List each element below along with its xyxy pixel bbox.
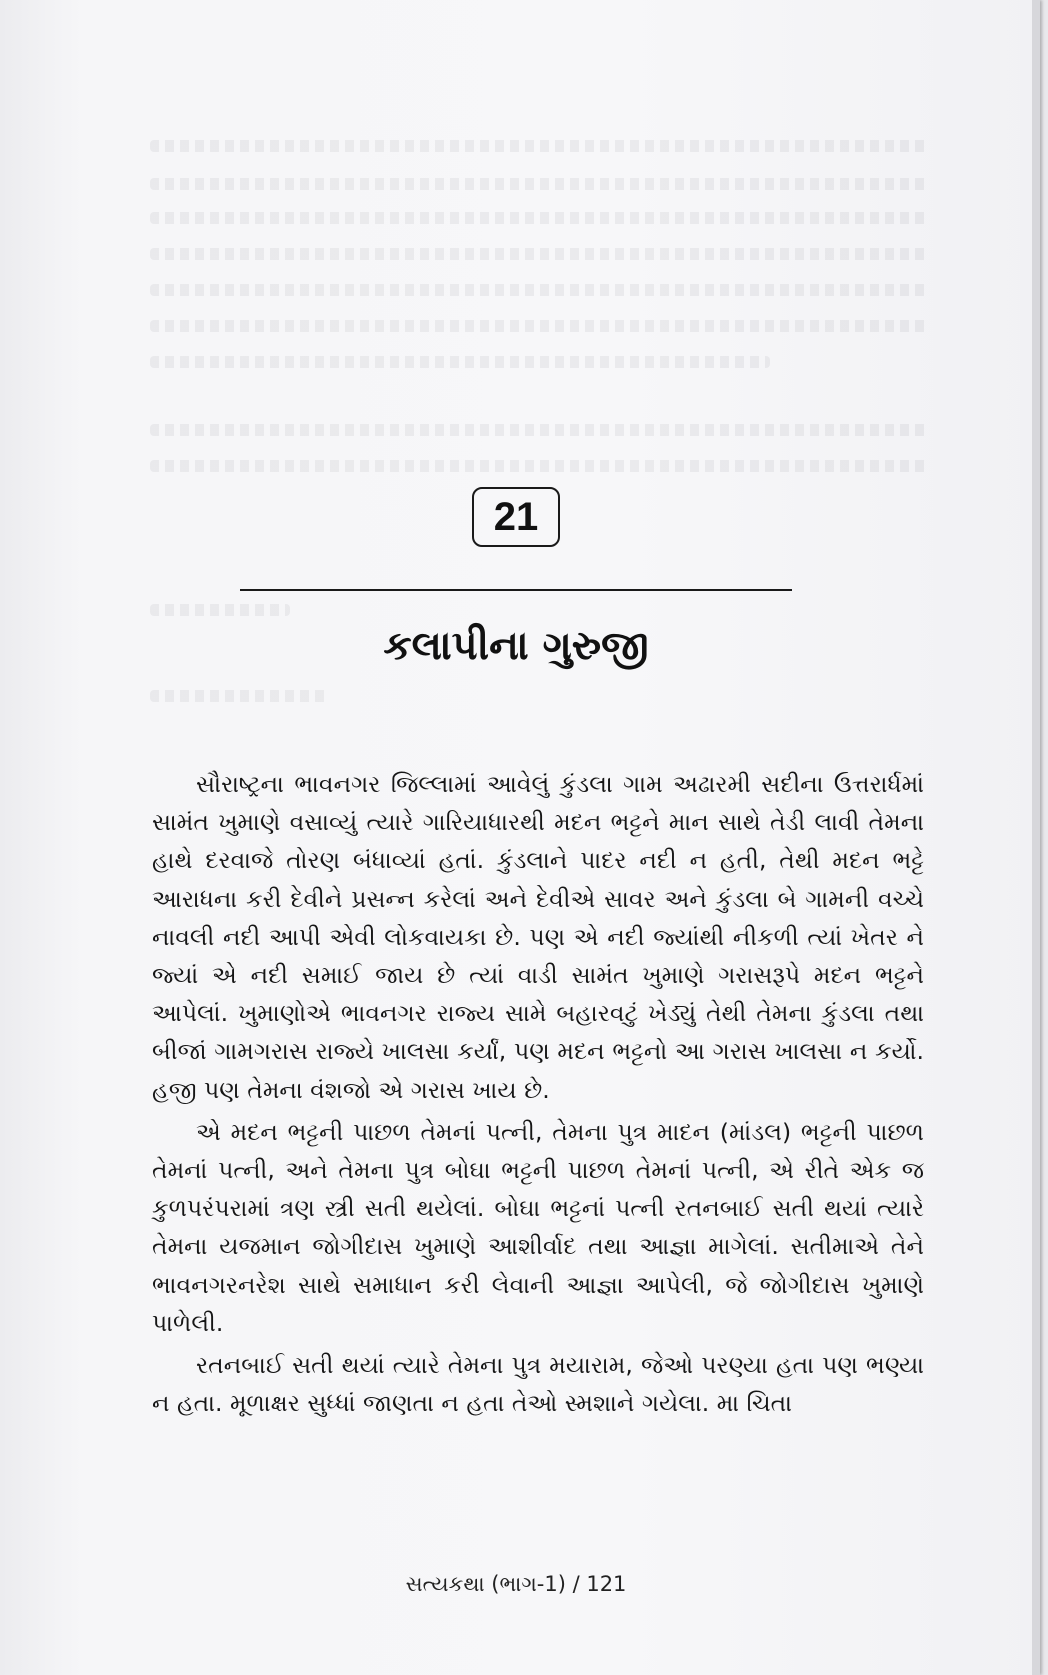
bleed-through <box>150 178 930 190</box>
paragraph: રતનબાઈ સતી થયાં ત્યારે તેમના પુત્ર મયારામ, જેઓ પરણ્યા હતા પણ ભણ્યા ન હતા. મૂળાક્ષર સુધ્ધાં જાણતા ન હતા તેઓ સ્મશાને ગયેલા. મા ચિતા <box>152 1351 924 1418</box>
bleed-through <box>150 356 770 368</box>
bleed-through <box>150 284 930 296</box>
title-rule <box>240 589 792 591</box>
bleed-through <box>150 212 930 224</box>
bleed-through <box>150 604 290 616</box>
paragraph: એ મદન ભટ્ટની પાછળ તેમનાં પત્ની, તેમના પુત્ર માદન (માંડલ) ભટ્ટની પાછળ તેમનાં પત્ની, અને તેમના પુત્ર બોઘા ભટ્ટની પાછળ તેમનાં પત્ની, એ રીતે એક જ કુળપરંપરામાં ત્રણ સ્ત્રી સતી થયેલાં. બોઘા ભટ્ટનાં પત્ની રતનબાઈ સતી થયાં ત્યારે તેમના યજમાન જોગીદાસ ખુમાણે આશીર્વાદ તથા આજ્ઞા માગેલાં. સતીમાએ તેને ભાવનગરનરેશ સાથે સમાધાન કરી લેવાની આજ્ઞા આપેલી, જે જોગીદાસ ખુમાણે પાળેલી. <box>152 1117 924 1337</box>
bleed-through <box>150 424 930 436</box>
chapter-number: 21 <box>472 487 560 547</box>
body-text <box>152 765 924 1426</box>
page-footer: સત્યકથા (ભાગ-1) / 121 <box>405 1572 627 1596</box>
bleed-through <box>150 320 930 332</box>
chapter-title: કલાપીના ગુરુજી <box>383 623 649 669</box>
page-edge <box>1032 0 1040 1675</box>
bleed-through <box>150 248 930 260</box>
bleed-through <box>150 460 930 472</box>
paragraph: સૌરાષ્ટ્રના ભાવનગર જિલ્લામાં આવેલું કુંડલા ગામ અઢારમી સદીના ઉત્તરાર્ધમાં સામંત ખુમાણે વસાવ્યું ત્યારે ગારિયાધારથી મદન ભટ્ટને માન સાથે તેડી લાવી તેમના હાથે દરવાજે તોરણ બંધાવ્યાં હતાં. કુંડલાને પાદર નદી ન હતી, તેથી મદન ભટ્ટે આરાધના કરી દેવીને પ્રસન્ન કરેલાં અને દેવીએ સાવર અને કુંડલા બે ગામની વચ્ચે નાવલી નદી આપી એવી લોકવાયકા છે. પણ એ નદી જ્યાંથી નીકળી ત્યાં ખેતર ને જ્યાં એ નદી સમાઈ જાય છે ત્યાં વાડી સામંત ખુમાણે ગરાસરૂપે મદન ભટ્ટને આપેલાં. ખુમાણોએ ભાવનગર રાજ્ય સામે બહારવટું ખેડ્યું તેથી તેમના કુંડલા તથા બીજાં ગામગરાસ રાજ્યે ખાલસા કર્યાં, પણ મદન ભટ્ટનો આ ગરાસ ખાલસા ન કર્યો. હજી પણ તેમના વંશજો એ ગરાસ ખાય છે. <box>152 770 924 1104</box>
bleed-through <box>150 690 330 702</box>
bleed-through <box>150 140 930 152</box>
